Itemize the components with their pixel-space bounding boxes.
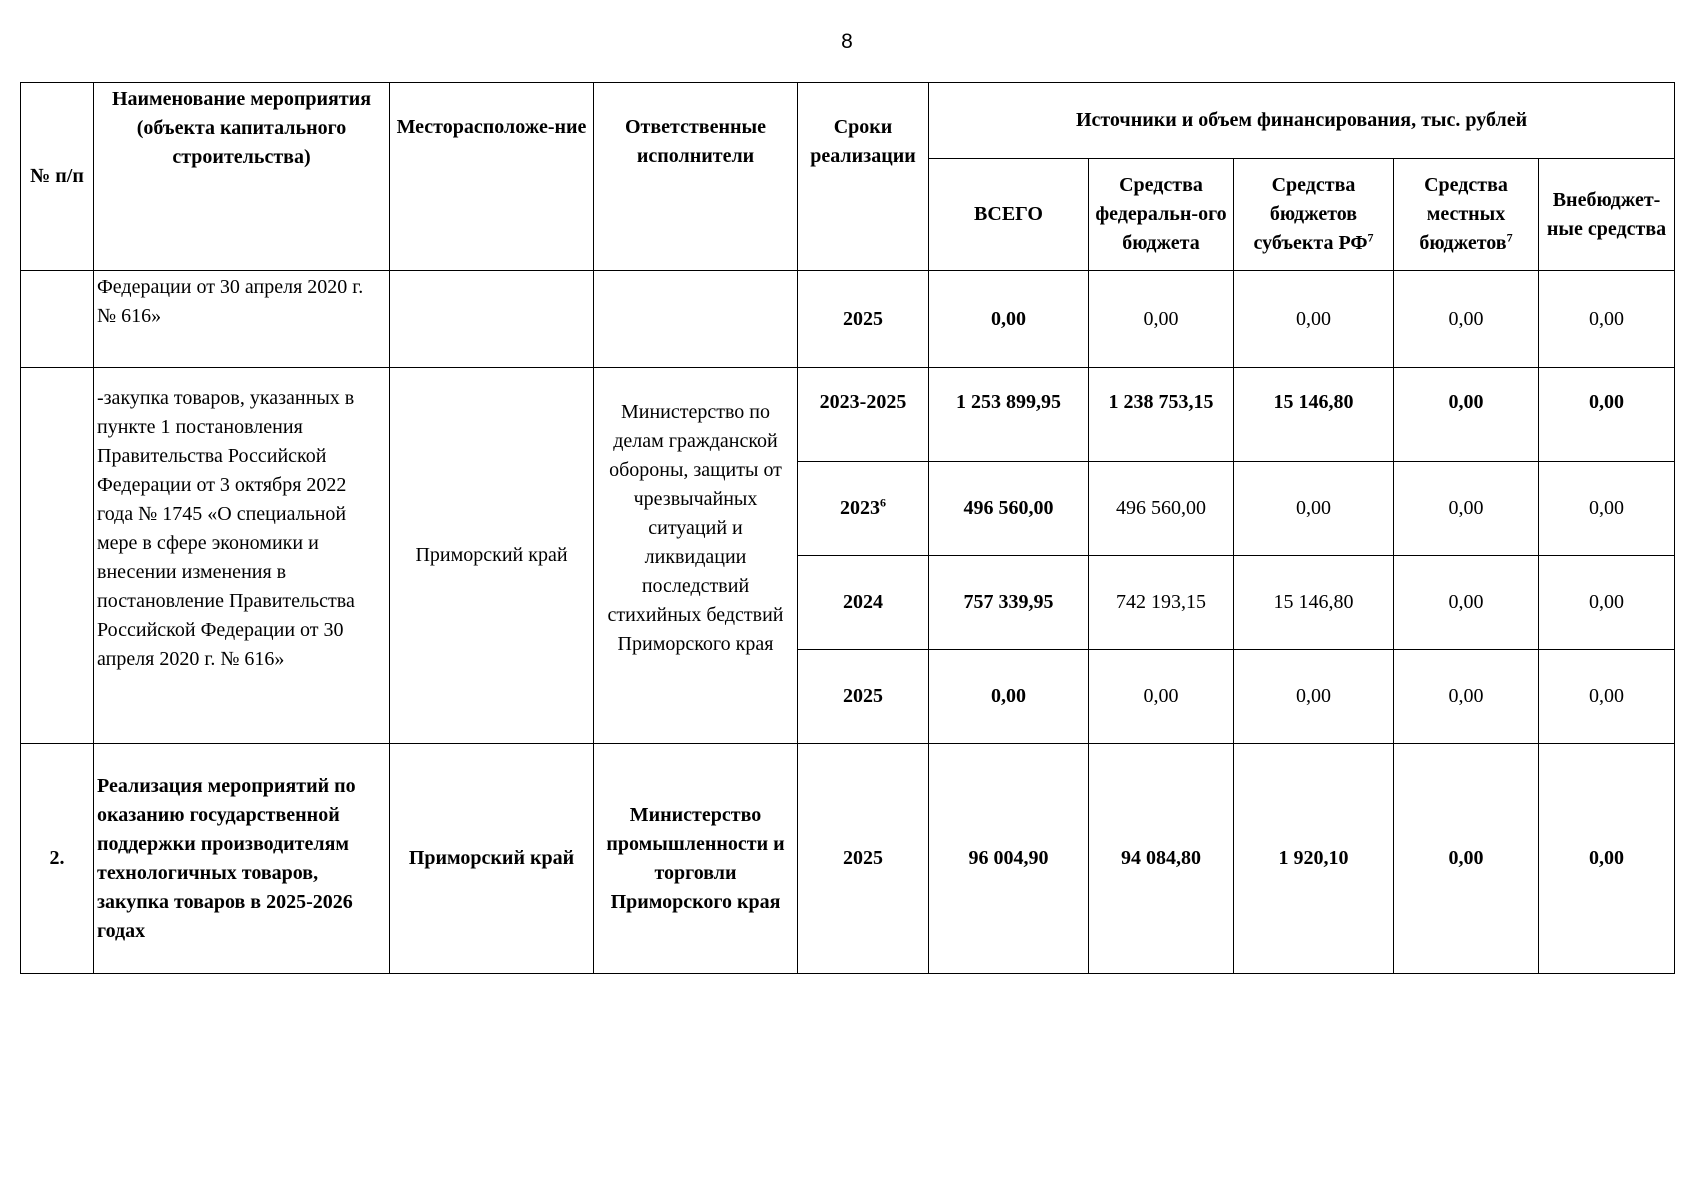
header-row-1 <box>21 83 1675 159</box>
cell-total: 496 560,00 <box>929 462 1089 556</box>
footnote-ref: 6 <box>880 495 886 510</box>
cell-offbudget: 0,00 <box>1539 462 1675 556</box>
cell-year: 2023-2025 <box>798 368 929 462</box>
footnote-ref: 7 <box>1506 230 1513 245</box>
financing-table <box>20 82 1675 974</box>
cell-subject: 0,00 <box>1234 462 1394 556</box>
cell-total: 0,00 <box>929 650 1089 744</box>
cell-local: 0,00 <box>1394 271 1539 368</box>
cell-federal: 496 560,00 <box>1089 462 1234 556</box>
cell-local: 0,00 <box>1394 744 1539 974</box>
cell-name: -закупка товаров, указанных в пункте 1 постановления Правительства Российской Федерации от 3 октября 2022 года № 1745 «О специальной мере в сфере экономики и внесении изменения в постановление Правительства Российской Федерации от 30 апреля 2020 г. № 616» <box>94 368 390 744</box>
cell-offbudget: 0,00 <box>1539 368 1675 462</box>
cell-total: 96 004,90 <box>929 744 1089 974</box>
header-local <box>1394 159 1539 271</box>
header-sources: Источники и объем финансирования, тыс. рублей <box>929 83 1675 159</box>
cell-num: 2. <box>21 744 94 974</box>
table-row <box>21 744 1675 974</box>
header-subject-text: Средства бюджетов субъекта РФ <box>1253 174 1368 254</box>
cell-federal: 94 084,80 <box>1089 744 1234 974</box>
cell-num <box>21 368 94 744</box>
cell-year: 2025 <box>798 271 929 368</box>
cell-total: 1 253 899,95 <box>929 368 1089 462</box>
table-row <box>21 368 1675 462</box>
cell-name: Реализация мероприятий по оказанию государственной поддержки производителям технологичных товаров, закупка товаров в 2025-2026 годах <box>94 744 390 974</box>
cell-location <box>390 271 594 368</box>
cell-location: Приморский край <box>390 368 594 744</box>
cell-federal: 742 193,15 <box>1089 556 1234 650</box>
cell-offbudget: 0,00 <box>1539 271 1675 368</box>
cell-year: 2025 <box>798 650 929 744</box>
header-terms: Сроки реализации <box>798 83 929 271</box>
cell-subject: 0,00 <box>1234 271 1394 368</box>
header-local-text: Средства местных бюджетов <box>1419 174 1508 254</box>
cell-year: 2025 <box>798 744 929 974</box>
header-num: № п/п <box>21 83 94 271</box>
cell-subject: 15 146,80 <box>1234 368 1394 462</box>
header-name: Наименование мероприятия (объекта капитального строительства) <box>94 83 390 271</box>
cell-federal: 0,00 <box>1089 650 1234 744</box>
table-row <box>21 271 1675 368</box>
cell-local: 0,00 <box>1394 368 1539 462</box>
cell-offbudget: 0,00 <box>1539 556 1675 650</box>
cell-executor <box>594 271 798 368</box>
header-subject <box>1234 159 1394 271</box>
cell-total: 757 339,95 <box>929 556 1089 650</box>
header-executors: Ответственные исполнители <box>594 83 798 271</box>
cell-subject: 1 920,10 <box>1234 744 1394 974</box>
cell-year: 2024 <box>798 556 929 650</box>
cell-total: 0,00 <box>929 271 1089 368</box>
cell-local: 0,00 <box>1394 462 1539 556</box>
cell-executor: Министерство по делам гражданской обороны, защиты от чрезвычайных ситуаций и ликвидации последствий стихийных бедствий Приморского края <box>594 368 798 744</box>
cell-local: 0,00 <box>1394 650 1539 744</box>
cell-year <box>798 462 929 556</box>
cell-subject: 0,00 <box>1234 650 1394 744</box>
cell-federal: 1 238 753,15 <box>1089 368 1234 462</box>
cell-offbudget: 0,00 <box>1539 744 1675 974</box>
cell-name: Федерации от 30 апреля 2020 г. № 616» <box>94 271 390 368</box>
cell-num <box>21 271 94 368</box>
header-offbudget: Внебюджет-ные средства <box>1539 159 1675 271</box>
cell-offbudget: 0,00 <box>1539 650 1675 744</box>
cell-federal: 0,00 <box>1089 271 1234 368</box>
cell-local: 0,00 <box>1394 556 1539 650</box>
header-federal: Средства федеральн-ого бюджета <box>1089 159 1234 271</box>
cell-executor: Министерство промышленности и торговли Приморского края <box>594 744 798 974</box>
cell-subject: 15 146,80 <box>1234 556 1394 650</box>
footnote-ref: 7 <box>1367 230 1374 245</box>
cell-location: Приморский край <box>390 744 594 974</box>
header-total: ВСЕГО <box>929 159 1089 271</box>
page-number: 8 <box>841 30 853 53</box>
header-location: Месторасположе-ние <box>390 83 594 271</box>
cell-year-text: 2023 <box>840 497 880 519</box>
